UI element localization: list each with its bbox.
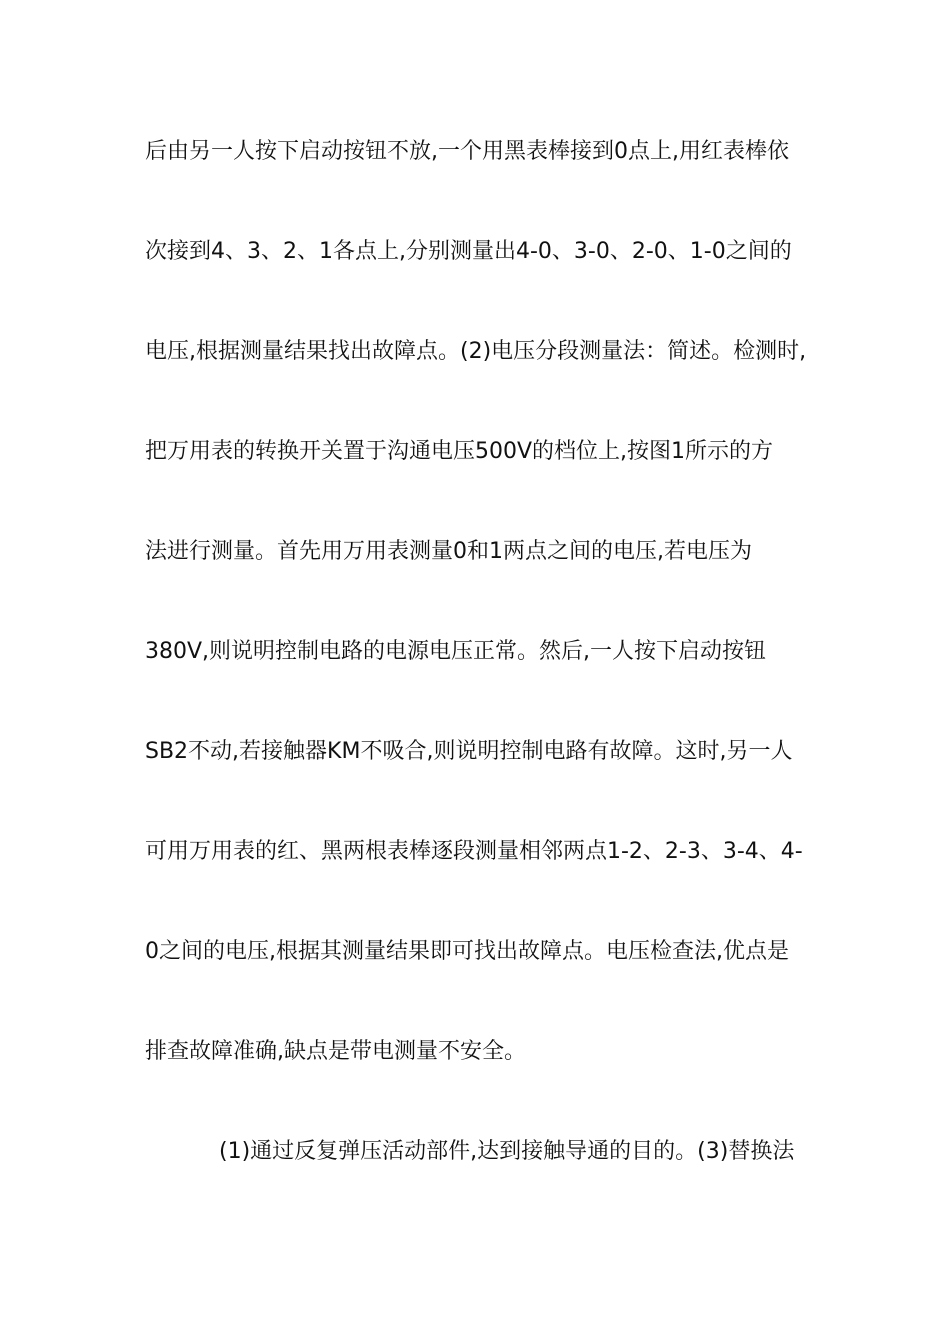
text-line-7: SB2不动,若接触器KM不吸合,则说明控制电路有故障。这时,另一人 — [145, 739, 793, 764]
text-line-8: 可用万用表的红、黑两根表棒逐段测量相邻两点1-2、2-3、3-4、4- — [145, 839, 803, 864]
text-line-4: 把万用表的转换开关置于沟通电压500V的档位上,按图1所示的方 — [145, 439, 774, 464]
text-line-3: 电压,根据测量结果找出故障点。(2)电压分段测量法：简述。检测时, — [145, 339, 807, 364]
text-line-11: (1)通过反复弹压活动部件,达到接触导通的目的。(3)替换法 — [219, 1139, 795, 1164]
text-line-2: 次接到4、3、2、1各点上,分别测量出4-0、3-0、2-0、1-0之间的 — [145, 239, 792, 264]
text-line-10: 排查故障准确,缺点是带电测量不安全。 — [145, 1039, 526, 1064]
body-text — [145, 131, 810, 1231]
text-line-9: 0之间的电压,根据其测量结果即可找出故障点。电压检查法,优点是 — [145, 939, 789, 964]
text-line-1: 后由另一人按下启动按钮不放,一个用黑表棒接到0点上,用红表棒依 — [145, 139, 789, 164]
text-line-5: 法进行测量。首先用万用表测量0和1两点之间的电压,若电压为 — [145, 539, 752, 564]
text-line-6: 380V,则说明控制电路的电源电压正常。然后,一人按下启动按钮 — [145, 639, 767, 664]
